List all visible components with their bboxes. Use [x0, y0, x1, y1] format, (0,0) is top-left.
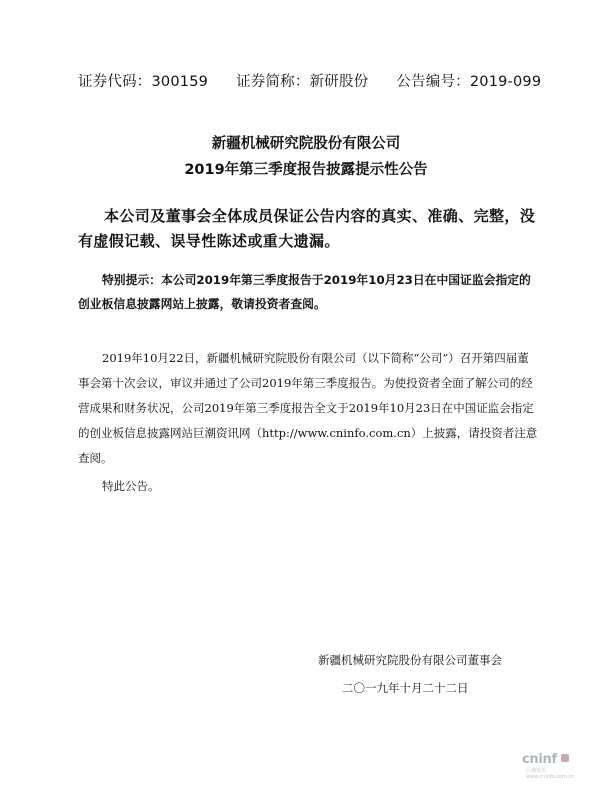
company-name-title: 新疆机械研究院股份有限公司 — [211, 136, 401, 152]
security-code: 证券代码：300159 — [78, 74, 209, 90]
cninfo-watermark — [522, 752, 592, 780]
security-short-name: 证券简称：新研股份 — [236, 74, 369, 90]
announcement-header — [78, 70, 542, 91]
watermark-logo-text: cninf — [522, 752, 557, 767]
announcement-title: 2019年第三季度报告披露提示性公告 — [184, 162, 428, 178]
watermark-mark-icon — [560, 753, 570, 763]
signature-date: 二〇一九年十月二十二日 — [342, 681, 469, 695]
board-guarantee-notice: 本公司及董事会全体成员保证公告内容的真实、准确、完整，没有虚假记载、误导性陈述或重大遗漏。 — [78, 207, 536, 250]
special-notice — [78, 268, 540, 316]
signature-board: 新疆机械研究院股份有限公司董事会 — [318, 653, 502, 667]
closing-remark: 特此公告。 — [102, 479, 160, 493]
watermark-subtext: 巨潮资讯 www.cninfo.com.cn — [526, 768, 575, 780]
body-paragraph: 2019年10月22日，新疆机械研究院股份有限公司（以下简称“公司”）召开第四届董事会第十次会议，审议并通过了公司2019年第三季度报告。为使投资者全面了解公司的经营成果和财务状况，公司2019年第三季度报告全文于2019年10月23日在中国证监会指定的创业板信息披露网站巨潮资讯网（http://www.cninfo.com.cn）上披露，请投资者注意查阅。 — [78, 351, 538, 465]
special-notice-label: 特别提示： — [102, 273, 161, 287]
special-notice-text: 本公司2019年第三季度报告于2019年10月23日在中国证监会指定的创业板信息披露网站上披露，敬请投资者查阅。 — [78, 273, 531, 311]
announcement-number: 公告编号：2019-099 — [396, 74, 542, 90]
